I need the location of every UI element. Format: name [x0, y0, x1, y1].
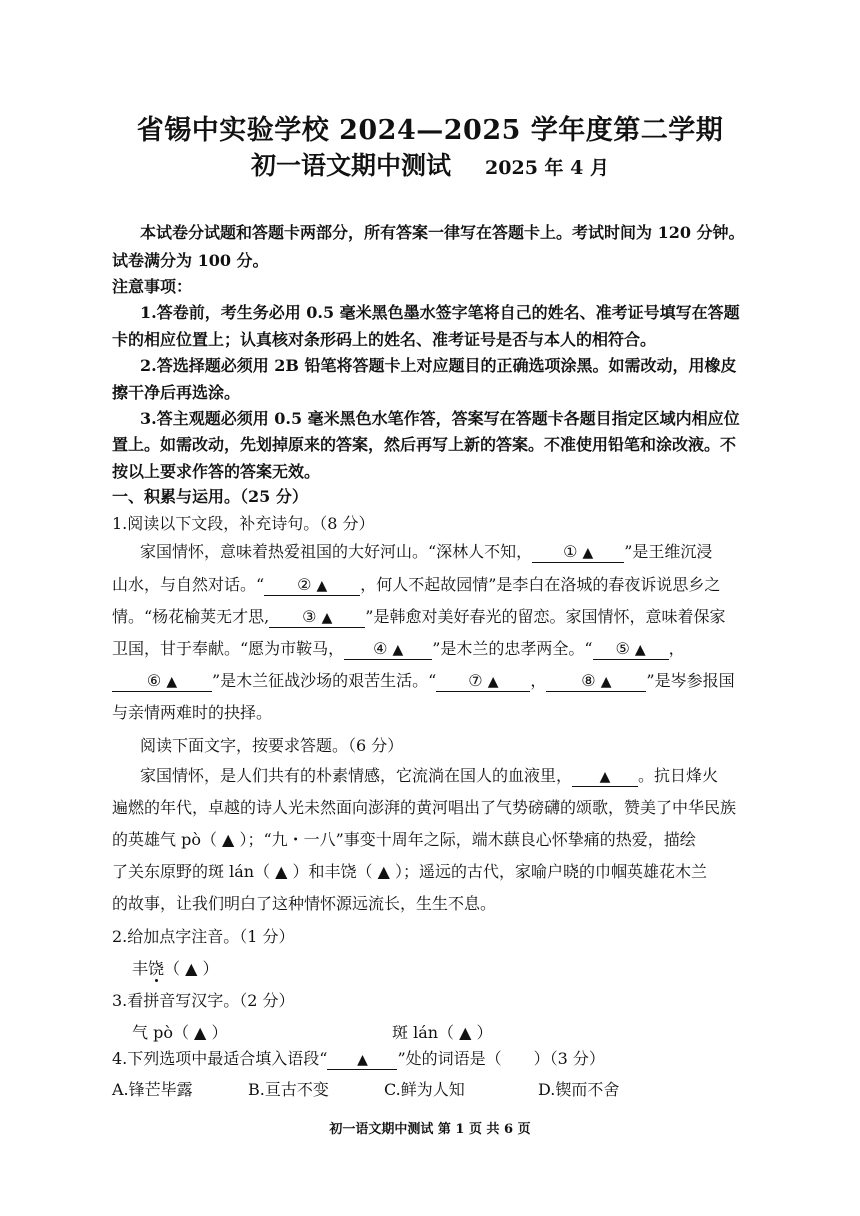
p1-line-1: 家国情怀，意味着热爱祖国的大好河山。“深林人不知， ① ▲ ”是王维沉浸 — [140, 542, 713, 561]
exam-subtitle — [0, 146, 860, 182]
q3-title: 3.看拼音写汉字。（2 分） — [112, 991, 295, 1010]
q4-option-b[interactable]: B.亘古不变 — [248, 1080, 329, 1099]
notice-item-1b: 卡的相应位置上；认真核对条形码上的姓名、准考证号是否与本人的相符合。 — [112, 330, 657, 349]
p1-line-4: 卫国，甘于奉献。“愿为市鞍马， ④ ▲ ”是木兰的忠孝两全。“ ⑤ ▲ ， — [112, 639, 685, 658]
p1-line-6: 与亲情两难时的抉择。 — [112, 703, 273, 722]
notice-item-3c: 按以上要求作答的答案无效。 — [112, 462, 321, 481]
q4-blank[interactable]: ▲ — [327, 1050, 397, 1070]
exam-date: 2025 年 4 月 — [485, 157, 609, 179]
answer-blank-7[interactable]: ⑦ ▲ — [436, 672, 530, 692]
read-title: 阅读下面文字，按要求答题。（6 分） — [140, 736, 404, 755]
section1-heading: 一、积累与运用。（25 分） — [112, 487, 308, 506]
q2-item: 丰饶（ ▲ ） — [132, 959, 219, 978]
p1-line-5: ⑥ ▲ ”是木兰征战沙场的艰苦生活。“ ⑦ ▲ ， ⑧ ▲ ”是岑参报国 — [112, 670, 782, 692]
exam-subject: 初一语文期中测试 — [251, 151, 452, 180]
intro-line-2: 试卷满分为 100 分。 — [112, 251, 269, 270]
q1-title: 1.阅读以下文段，补充诗句。（8 分） — [112, 514, 375, 533]
answer-blank-8[interactable]: ⑧ ▲ — [546, 672, 646, 692]
answer-blank-4[interactable]: ④ ▲ — [344, 640, 432, 660]
page-footer: 初一语文期中测试 第 1 页 共 6 页 — [329, 1122, 531, 1137]
notice-item-2a: 2.答选择题必须用 2B 铅笔将答题卡上对应题目的正确选项涂黑。如需改动，用橡皮 — [140, 356, 737, 375]
intro-line-1: 本试卷分试题和答题卡两部分，所有答案一律写在答题卡上。考试时间为 120 分钟。 — [140, 223, 745, 242]
q4-option-a[interactable]: A.锋芒毕露 — [112, 1080, 193, 1099]
notice-item-2b: 擦干净后再选涂。 — [112, 383, 241, 402]
q4-option-c[interactable]: C.鲜为人知 — [384, 1080, 465, 1099]
p2-line-4: 了关东原野的斑 lán（ ▲ ）和丰饶（ ▲ ）；遥远的古代，家喻户晓的巾帼英雄花木兰 — [112, 862, 708, 881]
emphasis-dot-char: 饶 — [148, 959, 165, 978]
q4-option-d[interactable]: D.锲而不舍 — [538, 1080, 620, 1099]
notice-item-1a: 1.答卷前，考生务必用 0.5 毫米黑色墨水签字笔将自己的姓名、准考证号填写在答题 — [140, 303, 740, 322]
p1-line-3: 情。“杨花榆荚无才思, ③ ▲ ”是韩愈对美好春光的留恋。家国情怀，意味着保家 — [112, 607, 726, 626]
p2-line-2: 遍燃的年代，卓越的诗人光未然面向澎湃的黄河唱出了气势磅礴的颂歌，赞美了中华民族 — [112, 798, 737, 817]
answer-blank-1[interactable]: ① ▲ — [532, 543, 624, 563]
q3-item-2: 斑 lán（ ▲ ） — [392, 1023, 493, 1042]
notice-item-3b: 置上。如需改动，先划掉原来的答案，然后再写上新的答案。不准使用铅笔和涂改液。不 — [112, 435, 737, 454]
answer-blank-5[interactable]: ⑤ ▲ — [593, 640, 669, 660]
p2-line-1: 家国情怀，是人们共有的朴素情感，它流淌在国人的血液里， ▲ 。抗日烽火 — [140, 766, 719, 785]
notice-title: 注意事项： — [112, 277, 193, 296]
answer-blank-passage[interactable]: ▲ — [572, 767, 638, 787]
p2-line-5: 的故事，让我们明白了这种情怀源远流长，生生不息。 — [112, 894, 497, 913]
p1-line-2: 山水，与自然对话。“ ② ▲ ，何人不起故园情”是李白在洛城的春夜诉说思乡之 — [112, 575, 721, 594]
q3-item-1: 气 pò（ ▲ ） — [132, 1023, 228, 1042]
q2-title: 2.给加点字注音。（1 分） — [112, 927, 295, 946]
q4-options — [112, 1079, 782, 1101]
notice-item-3a: 3.答主观题必须用 0.5 毫米黑色水笔作答，答案写在答题卡各题目指定区域内相应位 — [140, 409, 740, 428]
q4-title: 4.下列选项中最适合填入语段“ ▲ ”处的词语是（ ）（3 分） — [112, 1049, 605, 1068]
exam-title: 省锡中实验学校 2024—2025 学年度第二学期 — [136, 115, 724, 146]
answer-blank-3[interactable]: ③ ▲ — [269, 608, 365, 628]
p2-line-3: 的英雄气 pò（ ▲ ）；“九・一八”事变十周年之际，端木蕻良心怀挚痛的热爱，描绘 — [112, 830, 696, 849]
answer-blank-2[interactable]: ② ▲ — [264, 576, 360, 596]
answer-blank-6[interactable]: ⑥ ▲ — [112, 672, 212, 692]
